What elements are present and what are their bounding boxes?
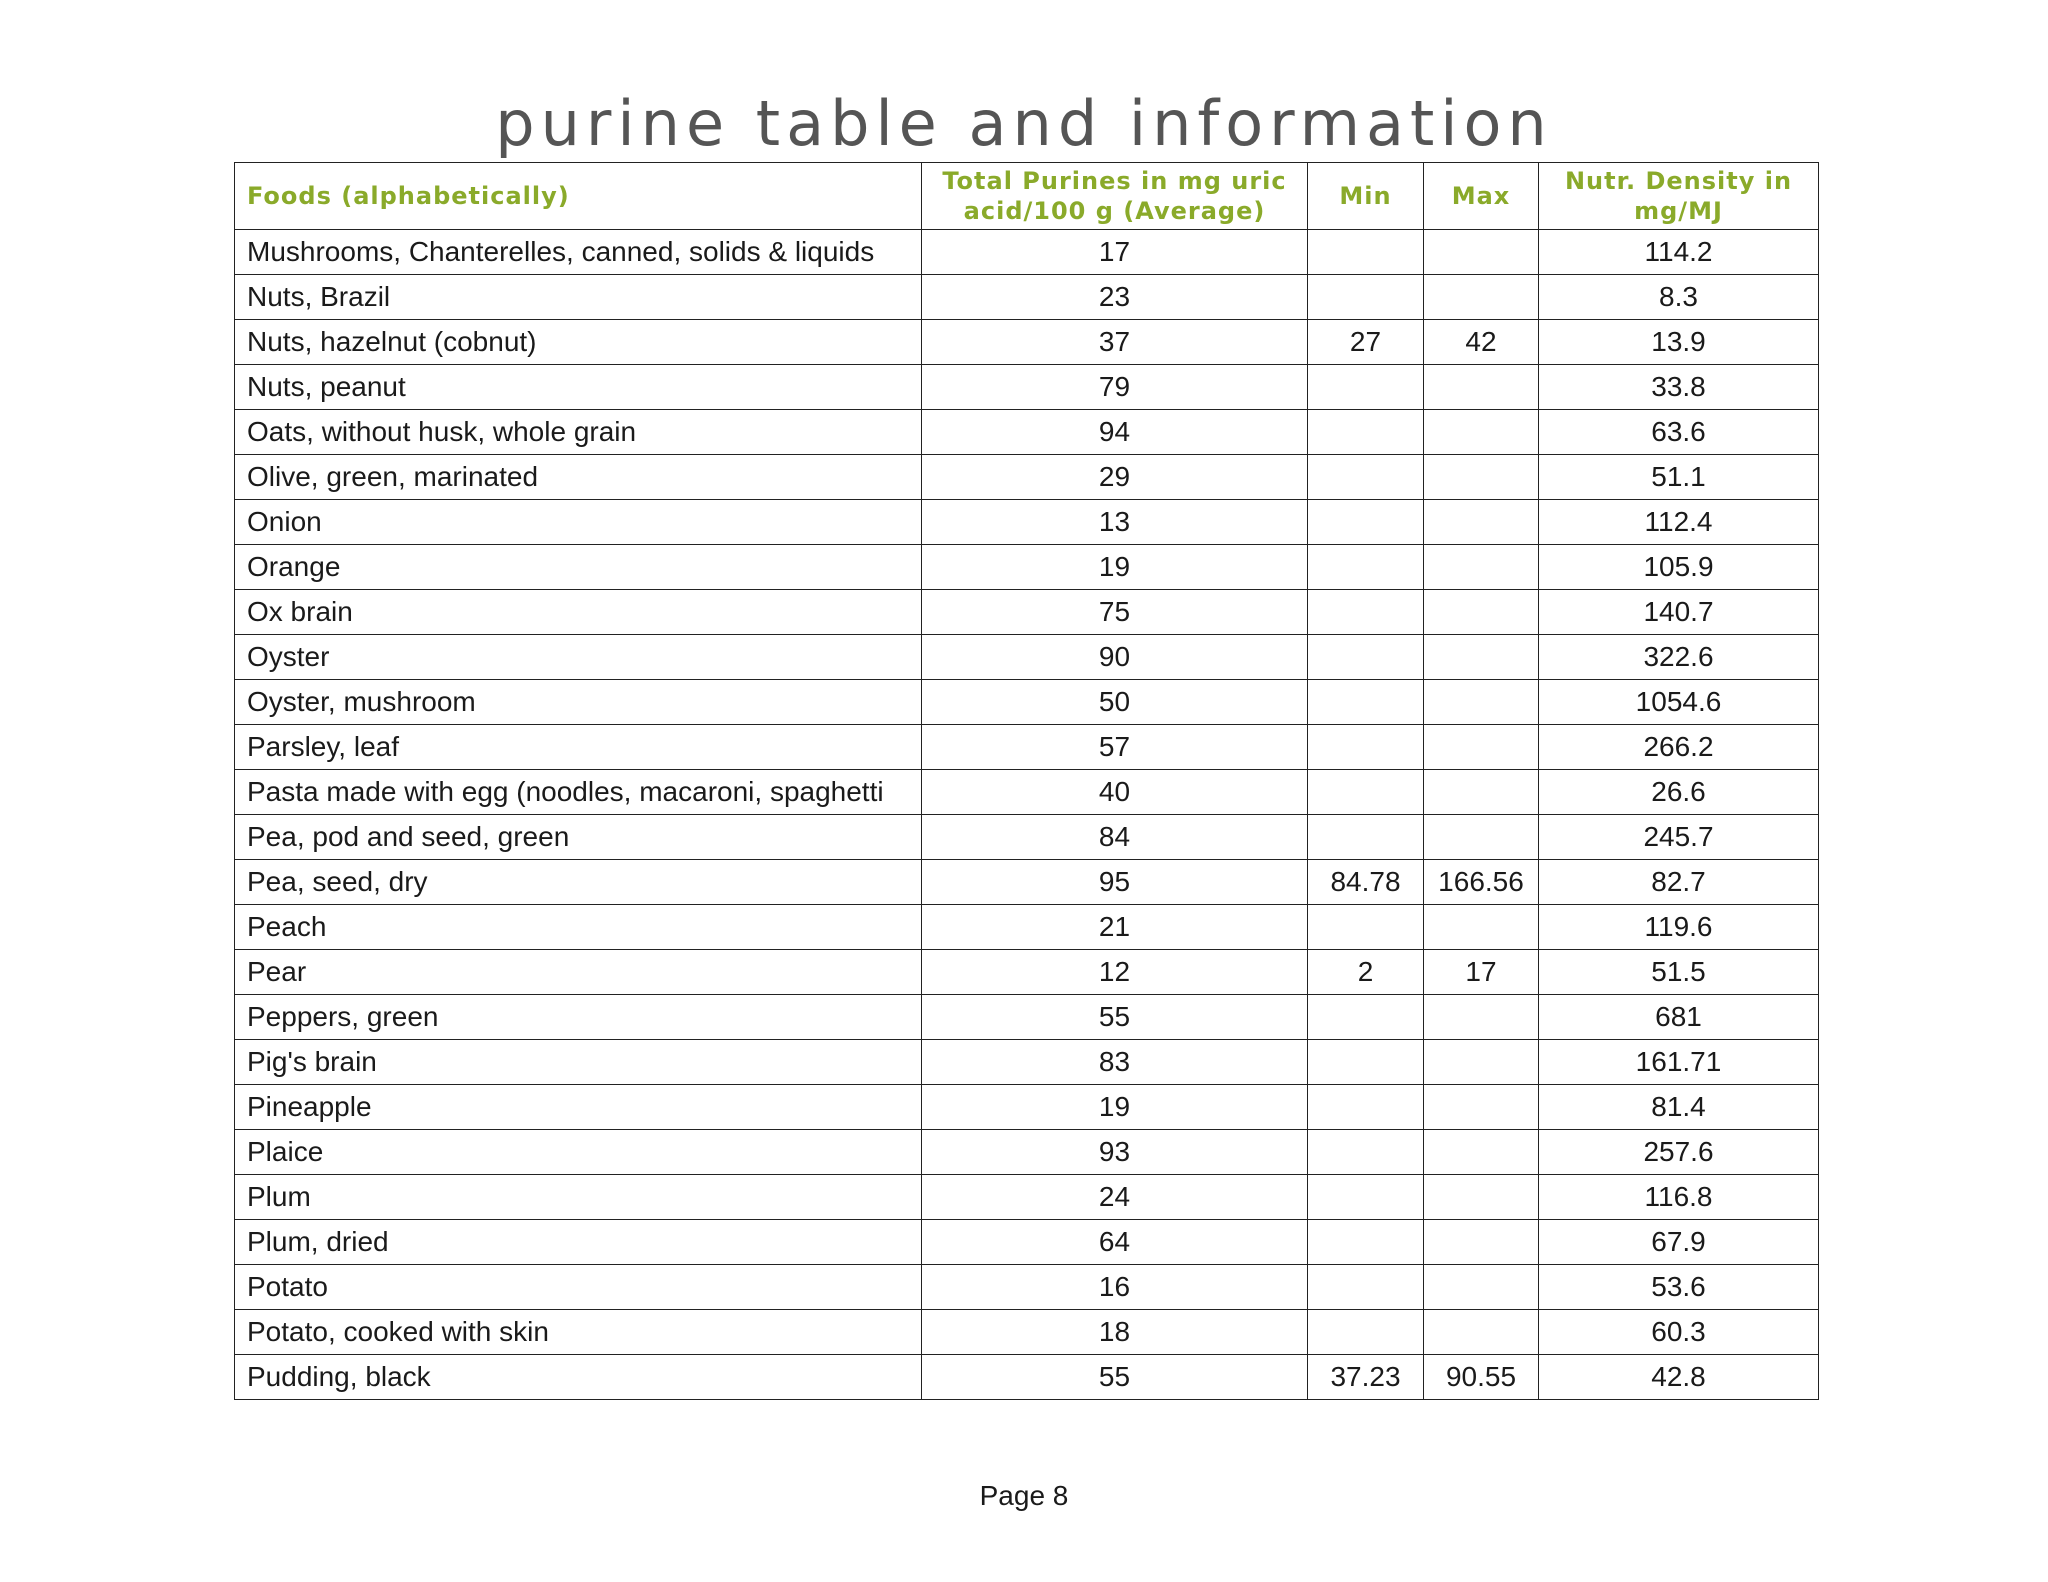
cell-min	[1308, 815, 1424, 860]
cell-nutr-density: 51.1	[1539, 455, 1819, 500]
cell-food: Orange	[235, 545, 922, 590]
cell-nutr-density: 8.3	[1539, 275, 1819, 320]
cell-nutr-density: 26.6	[1539, 770, 1819, 815]
cell-food: Ox brain	[235, 590, 922, 635]
table-row	[235, 275, 1819, 320]
cell-max: 42	[1424, 320, 1539, 365]
cell-min	[1308, 1220, 1424, 1265]
cell-min	[1308, 1175, 1424, 1220]
cell-food: Oyster, mushroom	[235, 680, 922, 725]
cell-max	[1424, 365, 1539, 410]
cell-total-purines: 64	[922, 1220, 1308, 1265]
table-row	[235, 320, 1819, 365]
table-row	[235, 950, 1819, 995]
cell-nutr-density: 140.7	[1539, 590, 1819, 635]
cell-min	[1308, 905, 1424, 950]
cell-nutr-density: 60.3	[1539, 1310, 1819, 1355]
cell-min: 2	[1308, 950, 1424, 995]
table-row	[235, 1175, 1819, 1220]
cell-min: 84.78	[1308, 860, 1424, 905]
cell-min	[1308, 1265, 1424, 1310]
cell-min	[1308, 1040, 1424, 1085]
table-row	[235, 455, 1819, 500]
cell-total-purines: 17	[922, 230, 1308, 275]
cell-min	[1308, 545, 1424, 590]
cell-total-purines: 21	[922, 905, 1308, 950]
cell-max	[1424, 410, 1539, 455]
cell-nutr-density: 245.7	[1539, 815, 1819, 860]
cell-max	[1424, 455, 1539, 500]
cell-food: Pineapple	[235, 1085, 922, 1130]
cell-max	[1424, 1130, 1539, 1175]
cell-food: Plum, dried	[235, 1220, 922, 1265]
header-min: Min	[1308, 163, 1424, 230]
cell-food: Nuts, Brazil	[235, 275, 922, 320]
purine-table-container	[234, 162, 1818, 1400]
cell-total-purines: 40	[922, 770, 1308, 815]
cell-total-purines: 75	[922, 590, 1308, 635]
cell-total-purines: 13	[922, 500, 1308, 545]
cell-total-purines: 23	[922, 275, 1308, 320]
cell-nutr-density: 161.71	[1539, 1040, 1819, 1085]
cell-nutr-density: 67.9	[1539, 1220, 1819, 1265]
cell-min	[1308, 995, 1424, 1040]
table-row	[235, 1130, 1819, 1175]
cell-food: Plum	[235, 1175, 922, 1220]
cell-nutr-density: 119.6	[1539, 905, 1819, 950]
cell-total-purines: 94	[922, 410, 1308, 455]
cell-nutr-density: 81.4	[1539, 1085, 1819, 1130]
cell-min	[1308, 365, 1424, 410]
cell-max	[1424, 1265, 1539, 1310]
cell-nutr-density: 257.6	[1539, 1130, 1819, 1175]
cell-max: 17	[1424, 950, 1539, 995]
table-row	[235, 815, 1819, 860]
header-total-purines: Total Purines in mg uric acid/100 g (Average)	[922, 163, 1308, 230]
cell-max	[1424, 590, 1539, 635]
cell-nutr-density: 51.5	[1539, 950, 1819, 995]
header-nutr-density: Nutr. Density in mg/MJ	[1539, 163, 1819, 230]
cell-total-purines: 24	[922, 1175, 1308, 1220]
cell-max	[1424, 905, 1539, 950]
cell-nutr-density: 1054.6	[1539, 680, 1819, 725]
cell-nutr-density: 53.6	[1539, 1265, 1819, 1310]
cell-total-purines: 84	[922, 815, 1308, 860]
cell-total-purines: 19	[922, 545, 1308, 590]
cell-min	[1308, 590, 1424, 635]
cell-food: Parsley, leaf	[235, 725, 922, 770]
table-row	[235, 1265, 1819, 1310]
cell-max	[1424, 1220, 1539, 1265]
table-row	[235, 1220, 1819, 1265]
cell-nutr-density: 266.2	[1539, 725, 1819, 770]
cell-max	[1424, 230, 1539, 275]
cell-food: Oats, without husk, whole grain	[235, 410, 922, 455]
table-row	[235, 410, 1819, 455]
cell-food: Nuts, hazelnut (cobnut)	[235, 320, 922, 365]
table-body	[235, 230, 1819, 1400]
cell-food: Pig's brain	[235, 1040, 922, 1085]
cell-min	[1308, 635, 1424, 680]
cell-max	[1424, 1040, 1539, 1085]
cell-min	[1308, 770, 1424, 815]
table-row	[235, 545, 1819, 590]
cell-max	[1424, 1310, 1539, 1355]
cell-total-purines: 19	[922, 1085, 1308, 1130]
cell-food: Peppers, green	[235, 995, 922, 1040]
cell-food: Pea, pod and seed, green	[235, 815, 922, 860]
cell-food: Olive, green, marinated	[235, 455, 922, 500]
cell-total-purines: 57	[922, 725, 1308, 770]
cell-total-purines: 83	[922, 1040, 1308, 1085]
cell-min	[1308, 1130, 1424, 1175]
cell-nutr-density: 116.8	[1539, 1175, 1819, 1220]
page-number: Page 8	[979, 1480, 1069, 1511]
cell-max	[1424, 1085, 1539, 1130]
cell-food: Oyster	[235, 635, 922, 680]
table-row	[235, 770, 1819, 815]
table-row	[235, 1085, 1819, 1130]
cell-min: 37.23	[1308, 1355, 1424, 1400]
table-header-row	[235, 163, 1819, 230]
purine-table	[234, 162, 1819, 1400]
cell-nutr-density: 42.8	[1539, 1355, 1819, 1400]
cell-nutr-density: 82.7	[1539, 860, 1819, 905]
cell-total-purines: 18	[922, 1310, 1308, 1355]
cell-min	[1308, 230, 1424, 275]
cell-food: Pudding, black	[235, 1355, 922, 1400]
cell-max	[1424, 500, 1539, 545]
table-row	[235, 680, 1819, 725]
cell-food: Onion	[235, 500, 922, 545]
table-row	[235, 365, 1819, 410]
cell-nutr-density: 112.4	[1539, 500, 1819, 545]
cell-max: 90.55	[1424, 1355, 1539, 1400]
table-row	[235, 725, 1819, 770]
table-row	[235, 230, 1819, 275]
cell-nutr-density: 114.2	[1539, 230, 1819, 275]
table-row	[235, 1040, 1819, 1085]
cell-max	[1424, 635, 1539, 680]
cell-max	[1424, 995, 1539, 1040]
cell-max: 166.56	[1424, 860, 1539, 905]
cell-nutr-density: 33.8	[1539, 365, 1819, 410]
cell-nutr-density: 13.9	[1539, 320, 1819, 365]
table-row	[235, 860, 1819, 905]
cell-total-purines: 50	[922, 680, 1308, 725]
cell-total-purines: 90	[922, 635, 1308, 680]
cell-nutr-density: 63.6	[1539, 410, 1819, 455]
cell-total-purines: 12	[922, 950, 1308, 995]
cell-min	[1308, 275, 1424, 320]
cell-total-purines: 79	[922, 365, 1308, 410]
cell-food: Peach	[235, 905, 922, 950]
table-row	[235, 635, 1819, 680]
cell-total-purines: 93	[922, 1130, 1308, 1175]
cell-total-purines: 37	[922, 320, 1308, 365]
cell-food: Pasta made with egg (noodles, macaroni, spaghetti	[235, 770, 922, 815]
cell-max	[1424, 680, 1539, 725]
cell-min	[1308, 500, 1424, 545]
cell-total-purines: 29	[922, 455, 1308, 500]
cell-total-purines: 16	[922, 1265, 1308, 1310]
cell-max	[1424, 815, 1539, 860]
cell-max	[1424, 770, 1539, 815]
cell-nutr-density: 681	[1539, 995, 1819, 1040]
cell-min	[1308, 455, 1424, 500]
header-foods: Foods (alphabetically)	[235, 163, 922, 230]
cell-max	[1424, 275, 1539, 320]
cell-total-purines: 55	[922, 995, 1308, 1040]
cell-nutr-density: 322.6	[1539, 635, 1819, 680]
cell-min	[1308, 1085, 1424, 1130]
cell-food: Potato	[235, 1265, 922, 1310]
cell-food: Plaice	[235, 1130, 922, 1175]
cell-nutr-density: 105.9	[1539, 545, 1819, 590]
cell-food: Mushrooms, Chanterelles, canned, solids & liquids	[235, 230, 922, 275]
cell-food: Pear	[235, 950, 922, 995]
cell-total-purines: 55	[922, 1355, 1308, 1400]
cell-food: Potato, cooked with skin	[235, 1310, 922, 1355]
page-title: purine table and information	[495, 87, 1553, 160]
table-row	[235, 590, 1819, 635]
table-row	[235, 995, 1819, 1040]
table-row	[235, 500, 1819, 545]
cell-food: Pea, seed, dry	[235, 860, 922, 905]
cell-min	[1308, 410, 1424, 455]
cell-max	[1424, 725, 1539, 770]
table-row	[235, 1310, 1819, 1355]
cell-max	[1424, 545, 1539, 590]
cell-food: Nuts, peanut	[235, 365, 922, 410]
cell-min	[1308, 725, 1424, 770]
cell-min	[1308, 680, 1424, 725]
table-row	[235, 1355, 1819, 1400]
cell-min	[1308, 1310, 1424, 1355]
cell-max	[1424, 1175, 1539, 1220]
header-max: Max	[1424, 163, 1539, 230]
cell-total-purines: 95	[922, 860, 1308, 905]
cell-min: 27	[1308, 320, 1424, 365]
table-row	[235, 905, 1819, 950]
